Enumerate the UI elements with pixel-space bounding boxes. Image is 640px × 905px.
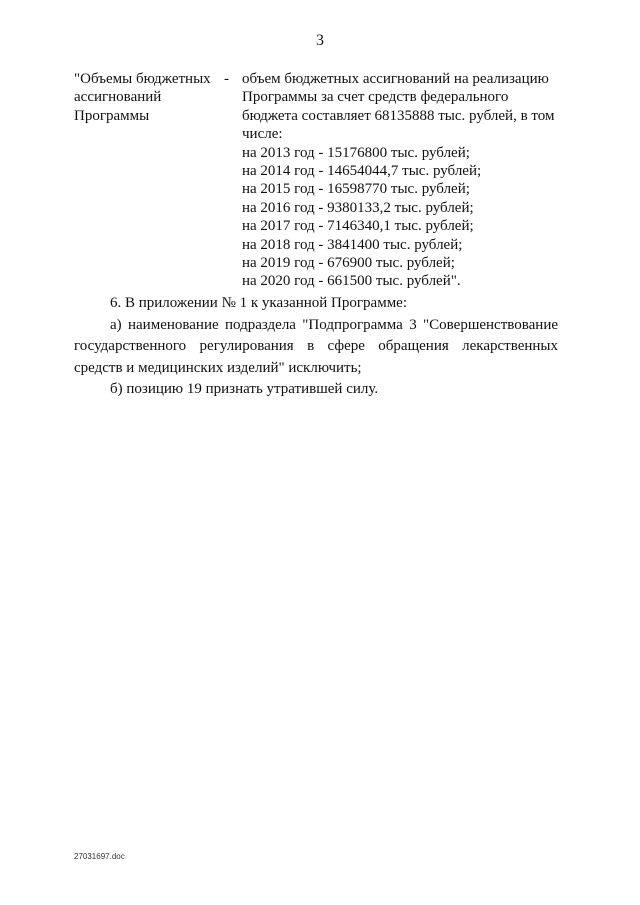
section-6-item-b: б) позицию 19 признать утратившей силу.: [110, 381, 379, 398]
item-a-line: средств и медицинских изделий" исключить;: [74, 359, 362, 376]
funding-year-line: на 2018 год - 3841400 тыс. рублей;: [242, 236, 463, 253]
funding-year-line: на 2019 год - 676900 тыс. рублей;: [242, 255, 455, 272]
passport-body-line: объем бюджетных ассигнований на реализацию: [242, 71, 549, 87]
funding-year-line: на 2017 год - 7146340,1 тыс. рублей;: [242, 218, 474, 235]
funding-year-line: на 2016 год - 9380133,2 тыс. рублей;: [242, 199, 474, 216]
passport-label-line: Программы: [74, 107, 150, 124]
section-6-heading: 6. В приложении № 1 к указанной Программе:: [110, 295, 408, 311]
passport-body: [242, 70, 564, 291]
funding-year-line: на 2014 год - 14654044,7 тыс. рублей;: [242, 163, 482, 180]
item-a-line: государственного регулирования в сфере обращения лекарственных: [74, 338, 558, 355]
passport-label-line: ассигнований: [74, 89, 162, 106]
passport-dash: -: [224, 71, 229, 87]
page-number: 3: [316, 32, 324, 49]
passport-body-line: бюджета составляет 68135888 тыс. рублей, в том: [242, 107, 555, 124]
item-a-line: а) наименование подраздела "Подпрограмма 3 "Совершенствование: [110, 316, 558, 333]
section-6: [74, 293, 558, 401]
passport-label-line: "Объемы бюджетных: [74, 71, 211, 87]
passport-label: [74, 70, 219, 125]
funding-year-line: на 2020 год - 661500 тыс. рублей".: [242, 273, 461, 290]
passport-body-line: Программы за счет средств федерального: [242, 89, 509, 106]
document-filename: 27031697.doc: [74, 852, 125, 861]
section-6-item-a: [74, 315, 558, 380]
funding-year-line: на 2015 год - 16598770 тыс. рублей;: [242, 181, 470, 198]
funding-year-line: на 2013 год - 15176800 тыс. рублей;: [242, 144, 470, 161]
passport-body-line: числе:: [242, 126, 283, 143]
